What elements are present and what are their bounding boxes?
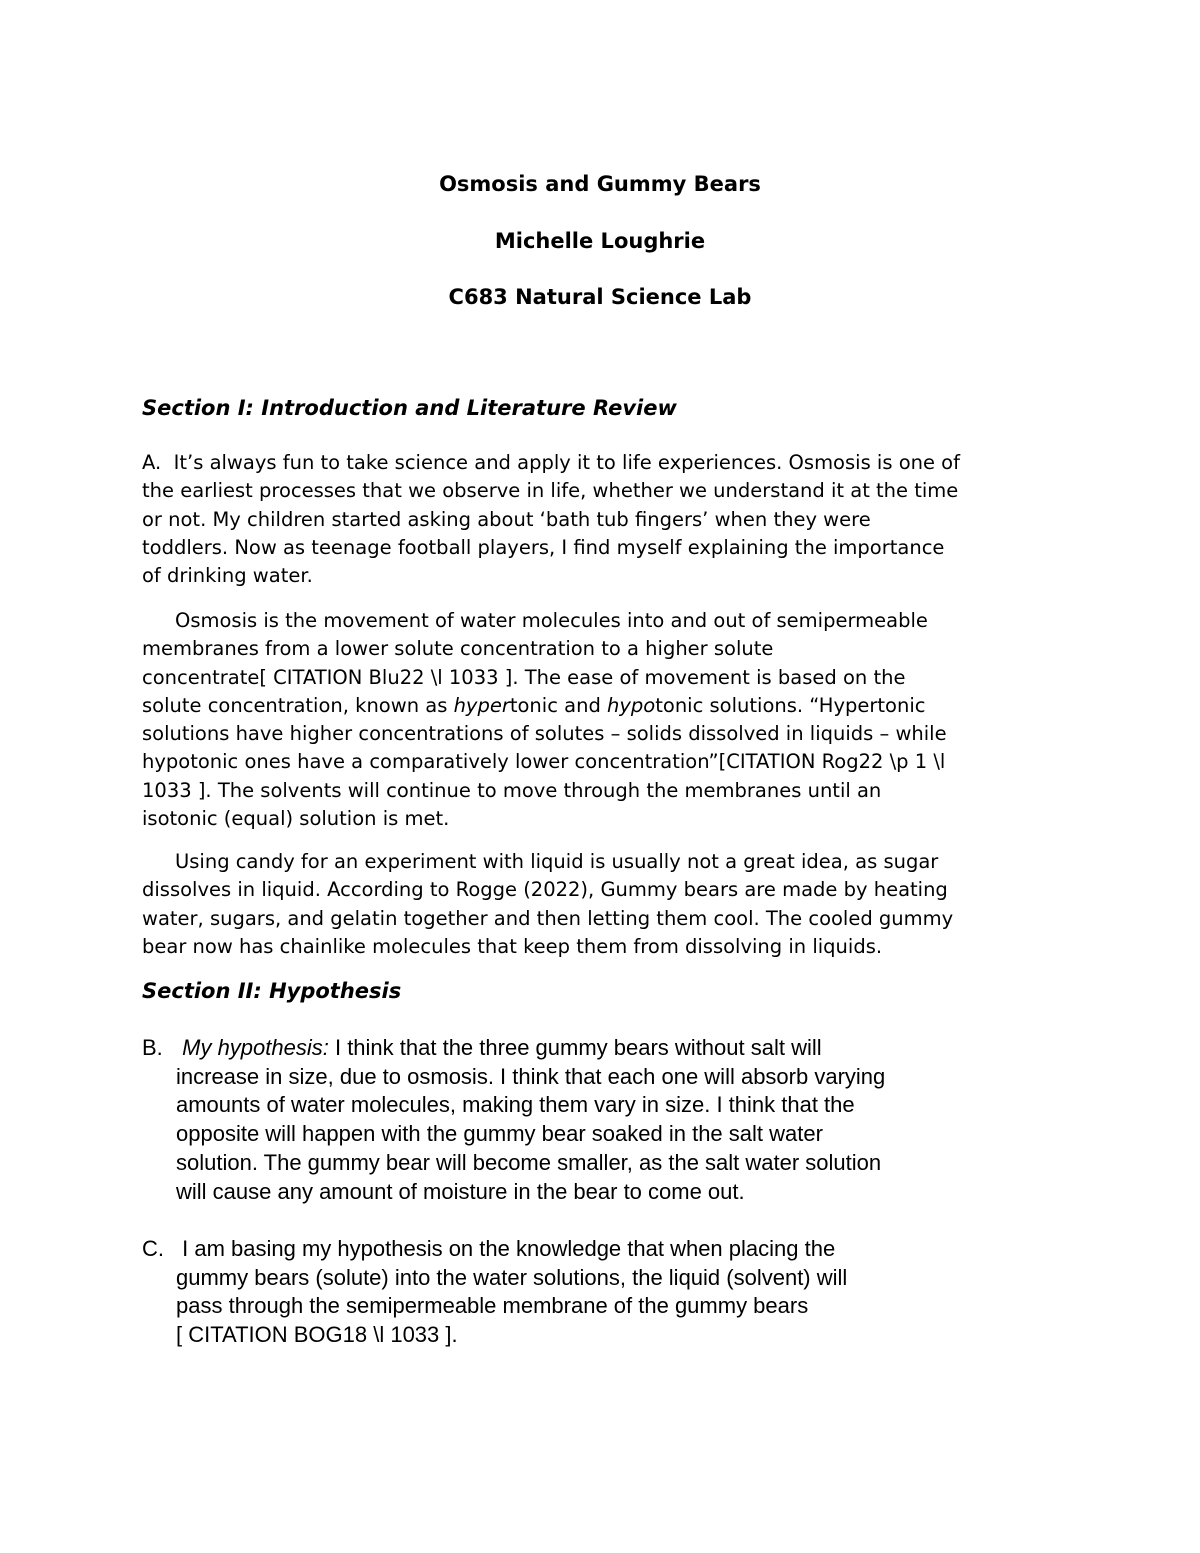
paragraph-line: water, sugars, and gelatin together and then letting them cool. The cooled gummy: [142, 906, 954, 930]
paragraph-gummy-bears: [142, 848, 1072, 961]
paragraph-a-label: A.: [142, 451, 162, 474]
emphasis-hypo: hypo: [607, 693, 656, 717]
paragraph-line: 1033 ]. The solvents will continue to move through the membranes until an: [142, 778, 882, 802]
paragraph-line: dissolves in liquid. According to Rogge (2022), Gummy bears are made by heating: [142, 878, 948, 902]
list-line: opposite will happen with the gummy bear soaked in the salt water: [176, 1121, 823, 1147]
list-marker-c: C.: [142, 1236, 164, 1261]
paragraph-line-part: tonic and: [509, 693, 608, 717]
list-line: gummy bears (solute) into the water solutions, the liquid (solvent) will: [176, 1264, 848, 1290]
course-name: C683 Natural Science Lab: [448, 285, 752, 309]
paragraph-line: isotonic (equal) solution is met.: [142, 807, 450, 831]
section-1-heading: Section I: Introduction and Literature Review: [142, 396, 677, 420]
hypothesis-item-b: [142, 1034, 1077, 1206]
paragraph-line: hypotonic ones have a comparatively lower concentration”[CITATION Rog22 \p 1 \l: [142, 750, 946, 774]
paragraph-a-line: It’s always fun to take science and apply it to life experiences. Osmosis is one of: [173, 451, 960, 474]
paragraph-line: bear now has chainlike molecules that keep them from dissolving in liquids.: [142, 934, 883, 958]
paragraph-a-line: the earliest processes that we observe in life, whether we understand it at the time: [142, 479, 959, 503]
paragraph-a-line: toddlers. Now as teenage football players, I find myself explaining the importance: [142, 535, 945, 559]
emphasis-hyper: hyper: [453, 693, 510, 717]
hypothesis-item-c: [142, 1235, 1077, 1350]
list-line: increase in size, due to osmosis. I think that each one will absorb varying: [176, 1063, 886, 1089]
paragraph-line: membranes from a lower solute concentration to a higher solute: [142, 637, 774, 661]
paragraph-osmosis-definition: [142, 607, 1072, 833]
list-line: [ CITATION BOG18 \l 1033 ].: [176, 1322, 458, 1348]
author-name: Michelle Loughrie: [494, 229, 706, 253]
section-2-heading: Section II: Hypothesis: [142, 979, 402, 1003]
paragraph-line: solutions have higher concentrations of solutes – solids dissolved in liquids – while: [142, 722, 947, 746]
list-line: solution. The gummy bear will become smaller, as the salt water solution: [176, 1149, 882, 1175]
list-line: amounts of water molecules, making them vary in size. I think that the: [176, 1092, 855, 1118]
paragraph-line: Using candy for an experiment with liquid is usually not a great idea, as sugar: [175, 850, 939, 873]
paragraph-line: concentrate[ CITATION Blu22 \l 1033 ]. The ease of movement is based on the: [142, 665, 906, 689]
paragraph-line-part: tonic solutions. “Hypertonic: [655, 693, 926, 717]
paragraph-a-line: of drinking water.: [142, 564, 313, 588]
list-item: [142, 1034, 1077, 1206]
document-title: Osmosis and Gummy Bears: [439, 172, 761, 196]
paragraph-a-line: or not. My children started asking about ‘bath tub fingers’ when they were: [142, 507, 871, 531]
paragraph-line-part: solute concentration, known as: [142, 693, 454, 717]
hypothesis-lead: My hypothesis:: [182, 1035, 329, 1060]
list-line: will cause any amount of moisture in the bear to come out.: [176, 1178, 745, 1204]
list-item: [142, 1235, 1077, 1350]
list-line: I am basing my hypothesis on the knowledge that when placing the: [182, 1236, 836, 1261]
list-marker-b: B.: [142, 1035, 163, 1060]
paragraph-a: [142, 449, 1072, 590]
paragraph-line: Osmosis is the movement of water molecules into and out of semipermeable: [175, 609, 928, 632]
list-line: pass through the semipermeable membrane of the gummy bears: [176, 1293, 809, 1319]
list-line: I think that the three gummy bears without salt will: [328, 1035, 822, 1060]
